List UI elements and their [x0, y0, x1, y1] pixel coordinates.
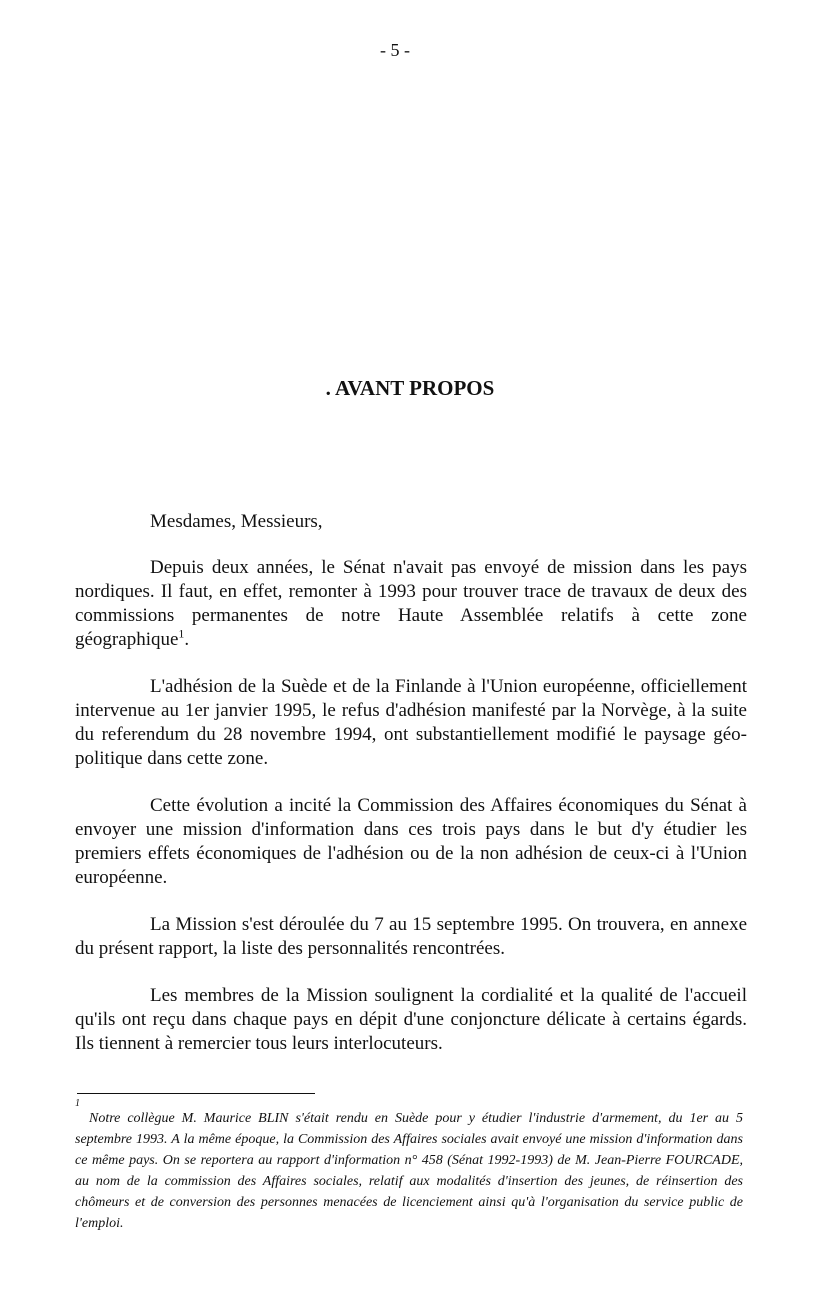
paragraph-1-text: Depuis deux années, le Sénat n'avait pas envoyé de mission dans les pays nordiques. Il faut, en effet, remonter à 1993 pour trouver trace de travaux de deux des commissions permanentes de notre Haute Assemblée relatifs à cette zone géographique — [75, 557, 747, 650]
footnote-reference: 1 — [178, 626, 185, 641]
footnote-marker: 1 — [75, 1098, 80, 1109]
paragraph-4: La Mission s'est déroulée du 7 au 15 septembre 1995. On trouvera, en annexe du présent rapport, la liste des personnalités rencontrées. — [75, 914, 747, 959]
paragraph-3: Cette évolution a incité la Commission des Affaires économiques du Sénat à envoyer une mission d'information dans ces trois pays dans le but d'y étudier les premiers effets économiques de l'adhésion ou de la non adhésion de ceux-ci à l'Union européenne. — [75, 795, 747, 888]
paragraph-2: L'adhésion de la Suède et de la Finlande à l'Union européenne, officiellement intervenue au 1er janvier 1995, le refus d'adhésion manifesté par la Norvège, à la suite du referendum du 28 novembre 1994, ont substantiellement modifié le paysage géo-politique dans cette zone. — [75, 676, 747, 769]
page-number: - 5 - — [380, 40, 410, 60]
paragraph-1-tail: . — [184, 629, 190, 650]
salutation: Mesdames, Messieurs, — [150, 511, 323, 532]
paragraph-1 — [75, 556, 747, 652]
body-text — [75, 510, 747, 1079]
page-title: . AVANT PROPOS — [325, 376, 495, 400]
footnote-text: Notre collègue M. Maurice BLIN s'était rendu en Suède pour y étudier l'industrie d'armement, du 1er au 5 septembre 1993. A la même époque, la Commission des Affaires sociales avait envoyé une mission d'information dans ce même pays. On se reportera au rapport d'information n° 458 (Sénat 1992-1993) de M. Jean-Pierre FOURCADE, au nom de la commission des Affaires sociales, relatif aux modalités d'insertion des jeunes, de réinsertion des chômeurs et de conversion des personnes menacées de licenciement ainsi qu'à l'organisation du service public de l'emploi. — [75, 1111, 743, 1231]
paragraph-5: Les membres de la Mission soulignent la cordialité et la qualité de l'accueil qu'ils ont reçu dans chaque pays en dépit d'une conjoncture délicate à certains égards. Ils tiennent à remercier tous leurs interlocuteurs. — [75, 985, 747, 1054]
footnote — [75, 1100, 743, 1234]
footnote-divider — [77, 1093, 315, 1094]
